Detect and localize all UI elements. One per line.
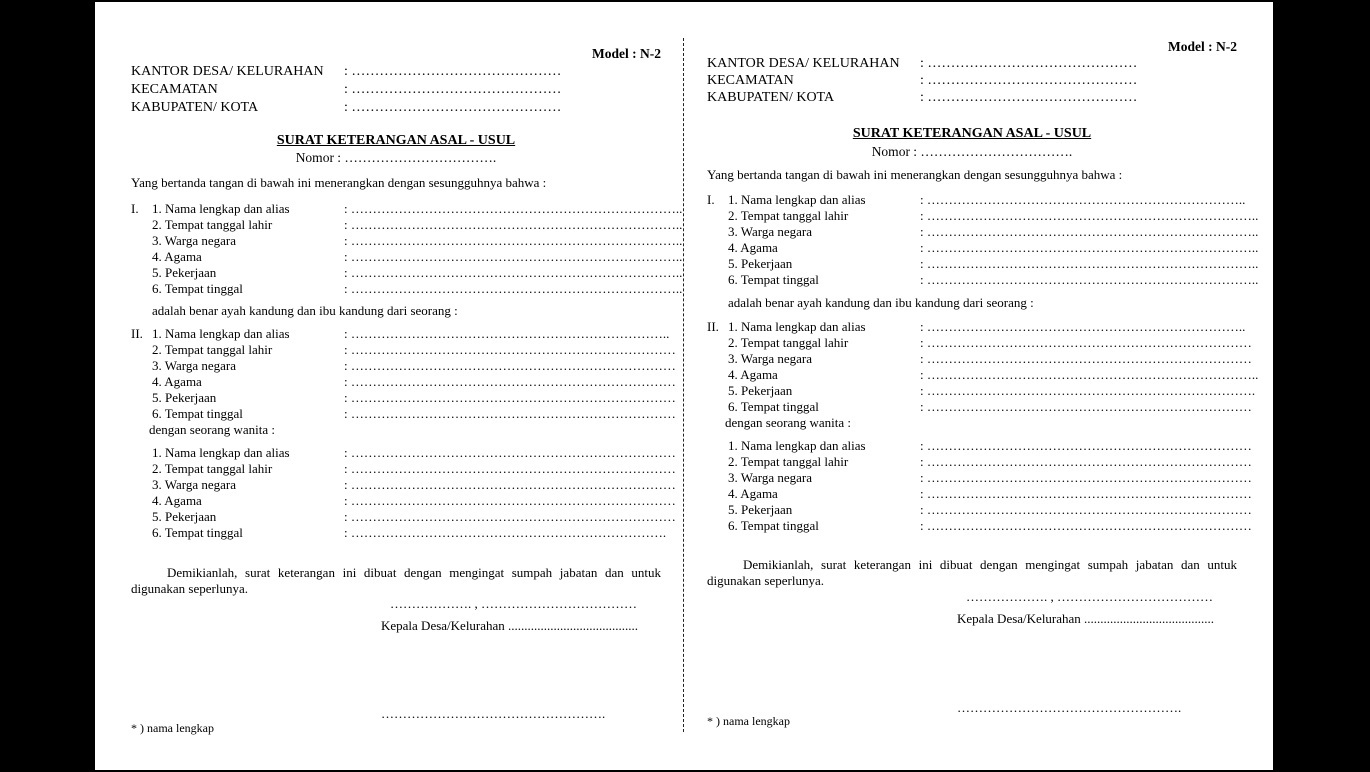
footnote: * ) nama lengkap	[131, 721, 214, 735]
field-label: 4. Agama	[728, 486, 778, 501]
section-numeral: I.	[707, 192, 715, 207]
field-label: 1. Nama lengkap dan alias	[152, 445, 290, 460]
field-label: 3. Warga negara	[152, 233, 237, 248]
header-label: KECAMATAN	[707, 73, 794, 88]
field-value-blank: : …………………………………………………………………..	[920, 367, 1259, 382]
document-number: Nomor : …………………………….	[295, 150, 497, 165]
field-label: 4. Agama	[152, 374, 202, 389]
field-label: 4. Agama	[728, 367, 778, 382]
header-value: : ………………………………………	[344, 64, 562, 79]
field-value-blank: : …………………………………………………………………..	[920, 224, 1259, 239]
field-label: 6. Tempat tinggal	[152, 281, 243, 296]
place-date-line: ………………. , ………………………………	[390, 596, 637, 611]
field-value-blank: : …………………………………………………………………	[344, 390, 676, 405]
field-value-blank: : …………………………………………………………………	[920, 399, 1252, 414]
field-value-blank: : …………………………………………………………………	[344, 461, 676, 476]
field-label: 5. Pekerjaan	[728, 383, 793, 398]
field-value-blank: : …………………………………………………………………	[920, 351, 1252, 366]
intro-text: Yang bertanda tangan di bawah ini menerangkan dengan sesungguhnya bahwa :	[131, 175, 547, 190]
field-label: 6. Tempat tinggal	[152, 525, 243, 540]
place-date-line: ………………. , ………………………………	[966, 589, 1213, 604]
header-value: : ………………………………………	[920, 73, 1138, 88]
kepala-desa-label: Kepala Desa/Kelurahan ........................................	[957, 611, 1215, 626]
field-value-blank: : …………………………………………………………………	[920, 454, 1252, 469]
field-label: 3. Warga negara	[728, 224, 813, 239]
field-value-blank: : ……………………………………………………………….	[344, 525, 667, 540]
header-row	[707, 56, 1237, 72]
field-value-blank: : …………………………………………………………………..	[344, 217, 683, 232]
kepala-desa-label: Kepala Desa/Kelurahan ........................................	[381, 618, 639, 633]
field-value-blank: : …………………………………………………………………	[344, 493, 676, 508]
header-row	[707, 90, 1237, 106]
field-value-blank: : …………………………………………………………………	[344, 477, 676, 492]
field-value-blank: : …………………………………………………………………..	[920, 240, 1259, 255]
field-label: 2. Tempat tanggal lahir	[728, 208, 849, 223]
signature-line: …………………………………………….	[381, 706, 606, 721]
field-value-blank: : …………………………………………………………………..	[920, 256, 1259, 271]
field-label: 1. Nama lengkap dan alias	[728, 319, 866, 334]
field-value-blank: : …………………………………………………………………	[920, 486, 1252, 501]
field-value-blank: : …………………………………………………………………	[920, 335, 1252, 350]
field-value-blank: : …………………………………………………………………	[344, 509, 676, 524]
document-title: SURAT KETERANGAN ASAL - USUL	[276, 133, 516, 148]
field-value-blank: : …………………………………………………………………	[344, 374, 676, 389]
field-label: 1. Nama lengkap dan alias	[152, 201, 290, 216]
field-value-blank: : …………………………………………………………………..	[344, 233, 683, 248]
field-value-blank: : ………………………………………………………………….	[920, 383, 1256, 398]
header-label: KANTOR DESA/ KELURAHAN	[131, 64, 324, 79]
header-label: KABUPATEN/ KOTA	[707, 90, 835, 105]
field-value-blank: : …………………………………………………………………	[344, 342, 676, 357]
field-value-blank: : …………………………………………………………………	[920, 470, 1252, 485]
surat-keterangan-form	[131, 0, 683, 772]
field-label: 4. Agama	[728, 240, 778, 255]
intro-text: Yang bertanda tangan di bawah ini menerangkan dengan sesungguhnya bahwa :	[707, 167, 1123, 182]
header-row	[131, 64, 661, 80]
field-value-blank: : …………………………………………………………………..	[920, 208, 1259, 223]
model-number: Model : N-2	[1168, 39, 1237, 54]
footnote: * ) nama lengkap	[707, 714, 790, 728]
field-label: 3. Warga negara	[728, 351, 813, 366]
section-numeral: II.	[131, 326, 143, 341]
header-label: KANTOR DESA/ KELURAHAN	[707, 56, 900, 71]
section-numeral: I.	[131, 201, 139, 216]
field-label: 1. Nama lengkap dan alias	[728, 438, 866, 453]
field-label: 3. Warga negara	[728, 470, 813, 485]
field-value-blank: : ………………………………………………………………..	[920, 319, 1246, 334]
field-value-blank: : ………………………………………………………………..	[920, 192, 1246, 207]
field-label: 3. Warga negara	[152, 477, 237, 492]
header-row	[707, 73, 1237, 89]
field-value-blank: : …………………………………………………………………..	[344, 281, 683, 296]
field-label: 3. Warga negara	[152, 358, 237, 373]
field-value-blank: : …………………………………………………………………	[344, 445, 676, 460]
field-label: 2. Tempat tanggal lahir	[728, 335, 849, 350]
field-label: 6. Tempat tinggal	[728, 518, 819, 533]
field-label: 1. Nama lengkap dan alias	[152, 326, 290, 341]
field-label: 5. Pekerjaan	[728, 256, 793, 271]
field-value-blank: : …………………………………………………………………	[344, 358, 676, 373]
field-label: 2. Tempat tanggal lahir	[152, 461, 273, 476]
field-label: 6. Tempat tinggal	[152, 406, 243, 421]
header-label: KECAMATAN	[131, 82, 218, 97]
header-row	[131, 82, 661, 98]
section-numeral: II.	[707, 319, 719, 334]
field-value-blank: : …………………………………………………………………..	[920, 272, 1259, 287]
wanita-statement: dengan seorang wanita :	[725, 415, 851, 430]
field-label: 5. Pekerjaan	[152, 265, 217, 280]
cut-line-divider	[683, 38, 684, 732]
field-value-blank: : …………………………………………………………………..	[344, 249, 683, 264]
wanita-statement: dengan seorang wanita :	[149, 422, 275, 437]
field-label: 2. Tempat tanggal lahir	[728, 454, 849, 469]
field-label: 1. Nama lengkap dan alias	[728, 192, 866, 207]
field-value-blank: : …………………………………………………………………	[920, 438, 1252, 453]
parents-statement: adalah benar ayah kandung dan ibu kandung dari seorang :	[728, 295, 1034, 310]
field-label: 4. Agama	[152, 249, 202, 264]
field-value-blank: : …………………………………………………………………..	[344, 201, 683, 216]
header-value: : ………………………………………	[920, 90, 1138, 105]
field-value-blank: : …………………………………………………………………	[920, 518, 1252, 533]
model-number: Model : N-2	[592, 46, 661, 61]
field-value-blank: : …………………………………………………………………	[920, 502, 1252, 517]
field-label: 5. Pekerjaan	[728, 502, 793, 517]
field-label: 2. Tempat tanggal lahir	[152, 217, 273, 232]
field-label: 5. Pekerjaan	[152, 509, 217, 524]
closing-paragraph: Demikianlah, surat keterangan ini dibuat dengan mengingat sumpah jabatan dan untuk digunakan seperlunya.	[707, 557, 1237, 588]
field-label: 4. Agama	[152, 493, 202, 508]
header-value: : ………………………………………	[344, 82, 562, 97]
header-value: : ………………………………………	[920, 56, 1138, 71]
header-label: KABUPATEN/ KOTA	[131, 100, 259, 115]
field-label: 2. Tempat tanggal lahir	[152, 342, 273, 357]
closing-paragraph: Demikianlah, surat keterangan ini dibuat dengan mengingat sumpah jabatan dan untuk digunakan seperlunya.	[131, 565, 661, 596]
surat-keterangan-form	[707, 0, 1259, 772]
field-value-blank: : ………………………………………………………………..	[344, 326, 670, 341]
field-label: 5. Pekerjaan	[152, 390, 217, 405]
header-row	[131, 100, 661, 116]
signature-line: …………………………………………….	[957, 700, 1182, 715]
document-number: Nomor : …………………………….	[871, 144, 1073, 159]
field-value-blank: : …………………………………………………………………	[344, 406, 676, 421]
parents-statement: adalah benar ayah kandung dan ibu kandung dari seorang :	[152, 303, 458, 318]
header-value: : ………………………………………	[344, 100, 562, 115]
field-value-blank: : …………………………………………………………………..	[344, 265, 683, 280]
field-label: 6. Tempat tinggal	[728, 399, 819, 414]
document-title: SURAT KETERANGAN ASAL - USUL	[852, 126, 1092, 141]
field-label: 6. Tempat tinggal	[728, 272, 819, 287]
